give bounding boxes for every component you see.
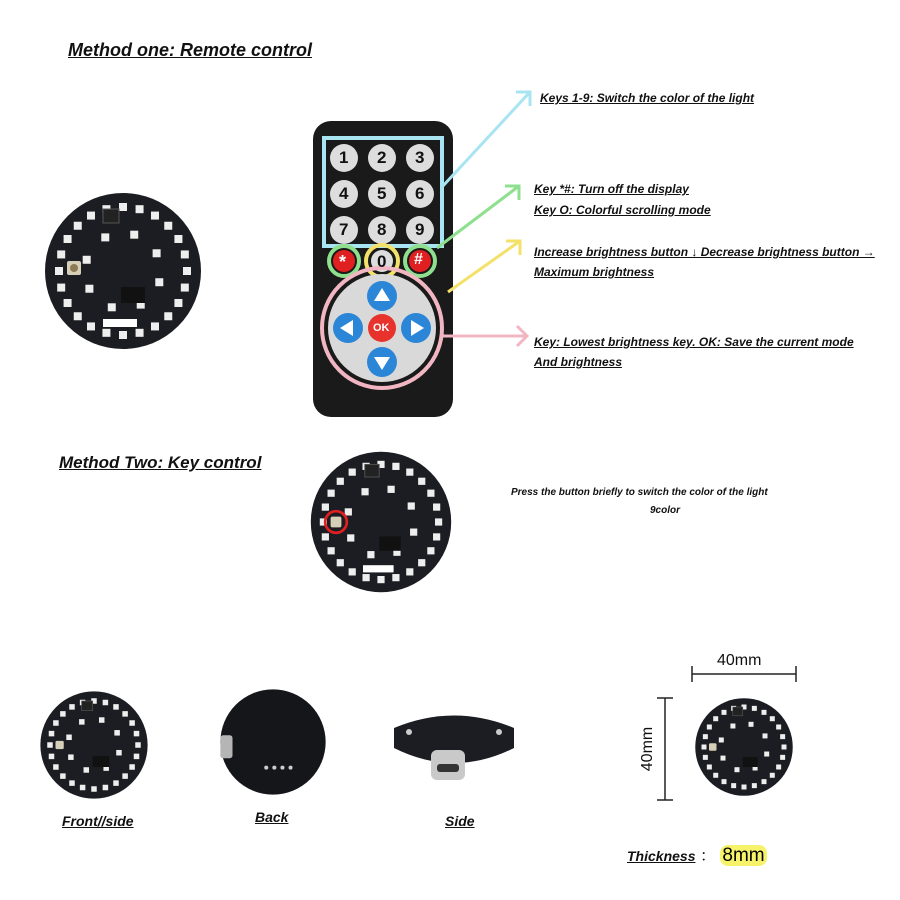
height-label: 40mm	[639, 726, 657, 772]
led	[433, 503, 440, 510]
ir-remote	[310, 118, 470, 418]
led	[155, 278, 163, 286]
led	[367, 551, 374, 558]
digit-key-label: 9	[415, 220, 425, 239]
led	[60, 711, 65, 717]
led	[103, 785, 109, 791]
pcb-front-small	[39, 690, 149, 800]
led	[66, 735, 72, 741]
led	[362, 574, 369, 581]
digit-key-label: 6	[415, 184, 425, 203]
led	[377, 576, 384, 583]
led	[763, 733, 768, 738]
led	[762, 710, 767, 715]
pcb-back	[219, 688, 327, 796]
method-one-title: Method one: Remote control	[68, 40, 312, 60]
led	[418, 478, 425, 485]
led	[406, 469, 413, 476]
hash-key: #	[414, 251, 423, 268]
led	[322, 503, 329, 510]
led	[102, 329, 110, 337]
digit-key-label: 7	[339, 220, 349, 239]
led	[164, 312, 172, 320]
led	[129, 764, 135, 770]
thickness-value-box	[720, 845, 766, 866]
led	[164, 222, 172, 230]
led	[183, 267, 191, 275]
thickness-row	[627, 843, 767, 867]
led	[719, 737, 724, 742]
digit-key-label: 1	[339, 148, 349, 167]
led	[776, 725, 781, 730]
led	[134, 754, 140, 760]
led	[418, 559, 425, 566]
led	[337, 559, 344, 566]
method-two-title: Method Two: Key control	[59, 453, 262, 472]
led	[328, 490, 335, 497]
led	[74, 222, 82, 230]
led	[722, 779, 727, 784]
led	[130, 231, 138, 239]
star-key: *	[339, 252, 347, 272]
led	[392, 463, 399, 470]
thickness-label: Thickness	[627, 848, 696, 864]
led	[742, 785, 747, 790]
led	[99, 717, 105, 723]
led	[433, 533, 440, 540]
led	[322, 533, 329, 540]
pcb-dimension	[694, 697, 794, 797]
led	[731, 783, 736, 788]
note-ok-1: Key: Lowest brightness key. OK: Save the current mode	[534, 335, 854, 349]
led	[49, 731, 55, 737]
led	[47, 742, 53, 748]
led	[116, 750, 122, 756]
led	[782, 745, 787, 750]
led	[361, 488, 368, 495]
led	[64, 235, 72, 243]
led	[713, 716, 718, 721]
digit-key-label: 3	[415, 148, 425, 167]
led	[349, 568, 356, 575]
led	[776, 765, 781, 770]
thickness-separator: ：	[699, 848, 716, 865]
led	[113, 780, 119, 786]
led	[349, 469, 356, 476]
digit-key-label: 4	[339, 184, 349, 203]
note-key-star-hash: Key *#: Turn off the display	[534, 182, 689, 196]
note-brightness-2: Maximum brightness	[534, 265, 655, 279]
led	[337, 478, 344, 485]
led	[707, 725, 712, 730]
digit-key-label: 5	[377, 184, 387, 203]
led	[406, 568, 413, 575]
led	[174, 299, 182, 307]
thickness-value: 8	[722, 845, 733, 866]
led	[57, 284, 65, 292]
led	[136, 329, 144, 337]
led	[69, 780, 75, 786]
led	[114, 730, 120, 736]
led	[87, 322, 95, 330]
thickness-unit: mm	[732, 845, 765, 866]
led	[770, 716, 775, 721]
led	[136, 205, 144, 213]
led	[84, 767, 90, 773]
led	[752, 783, 757, 788]
led	[53, 764, 59, 770]
led	[151, 322, 159, 330]
led	[103, 700, 109, 706]
led	[392, 574, 399, 581]
led	[703, 755, 708, 760]
led	[122, 773, 128, 779]
led	[388, 486, 395, 493]
led	[427, 490, 434, 497]
led	[49, 754, 55, 760]
led	[64, 299, 72, 307]
led	[119, 331, 127, 339]
led	[108, 303, 116, 311]
led	[749, 722, 754, 727]
note-9color: 9color	[650, 505, 681, 516]
led	[780, 755, 785, 760]
led	[153, 249, 161, 257]
led	[101, 233, 109, 241]
pcb-front-large	[43, 191, 203, 351]
led	[53, 720, 59, 726]
led	[720, 756, 725, 761]
led	[707, 765, 712, 770]
led	[135, 742, 141, 748]
note-button-color: Press the button briefly to switch the color of the light	[511, 487, 768, 498]
led	[151, 212, 159, 220]
note-brightness-1: Increase brightness button ↓ Decrease brightness button →	[534, 245, 875, 259]
led	[85, 285, 93, 293]
led	[752, 706, 757, 711]
caption-side: Side	[445, 813, 475, 829]
led	[134, 731, 140, 737]
digit-key-label: 2	[377, 148, 387, 167]
width-label: 40mm	[717, 652, 762, 669]
led	[780, 734, 785, 739]
led	[328, 547, 335, 554]
led	[57, 250, 65, 258]
led	[730, 723, 735, 728]
led	[60, 773, 65, 779]
note-ok-2: And brightness	[534, 355, 623, 369]
led	[722, 710, 727, 715]
led	[713, 773, 718, 778]
led	[345, 508, 352, 515]
led	[734, 767, 739, 772]
caption-front: Front//side	[62, 813, 134, 829]
led	[762, 779, 767, 784]
led	[427, 547, 434, 554]
led	[74, 312, 82, 320]
led	[122, 711, 128, 717]
digit-key-label: 8	[377, 220, 387, 239]
led	[79, 719, 85, 725]
led	[80, 785, 86, 791]
led	[770, 773, 775, 778]
led	[703, 734, 708, 739]
led	[113, 704, 119, 710]
led	[408, 502, 415, 509]
led	[410, 529, 417, 536]
led	[702, 745, 707, 750]
led	[174, 235, 182, 243]
led	[69, 704, 75, 710]
led	[129, 720, 135, 726]
led	[435, 518, 442, 525]
led	[347, 534, 354, 541]
led	[68, 754, 74, 760]
zero-key: 0	[377, 252, 387, 271]
caption-back: Back	[255, 809, 289, 825]
note-keys-1-9: Keys 1-9: Switch the color of the light	[540, 91, 755, 105]
led	[87, 212, 95, 220]
led	[181, 284, 189, 292]
led	[55, 267, 63, 275]
led	[119, 203, 127, 211]
pcb-key-control	[309, 450, 453, 594]
led	[91, 786, 97, 792]
led	[83, 256, 91, 264]
note-key-0: Key O: Colorful scrolling mode	[534, 203, 711, 217]
pcb-side	[389, 708, 519, 798]
led	[764, 752, 769, 757]
led	[181, 250, 189, 258]
ok-key: OK	[373, 322, 390, 334]
